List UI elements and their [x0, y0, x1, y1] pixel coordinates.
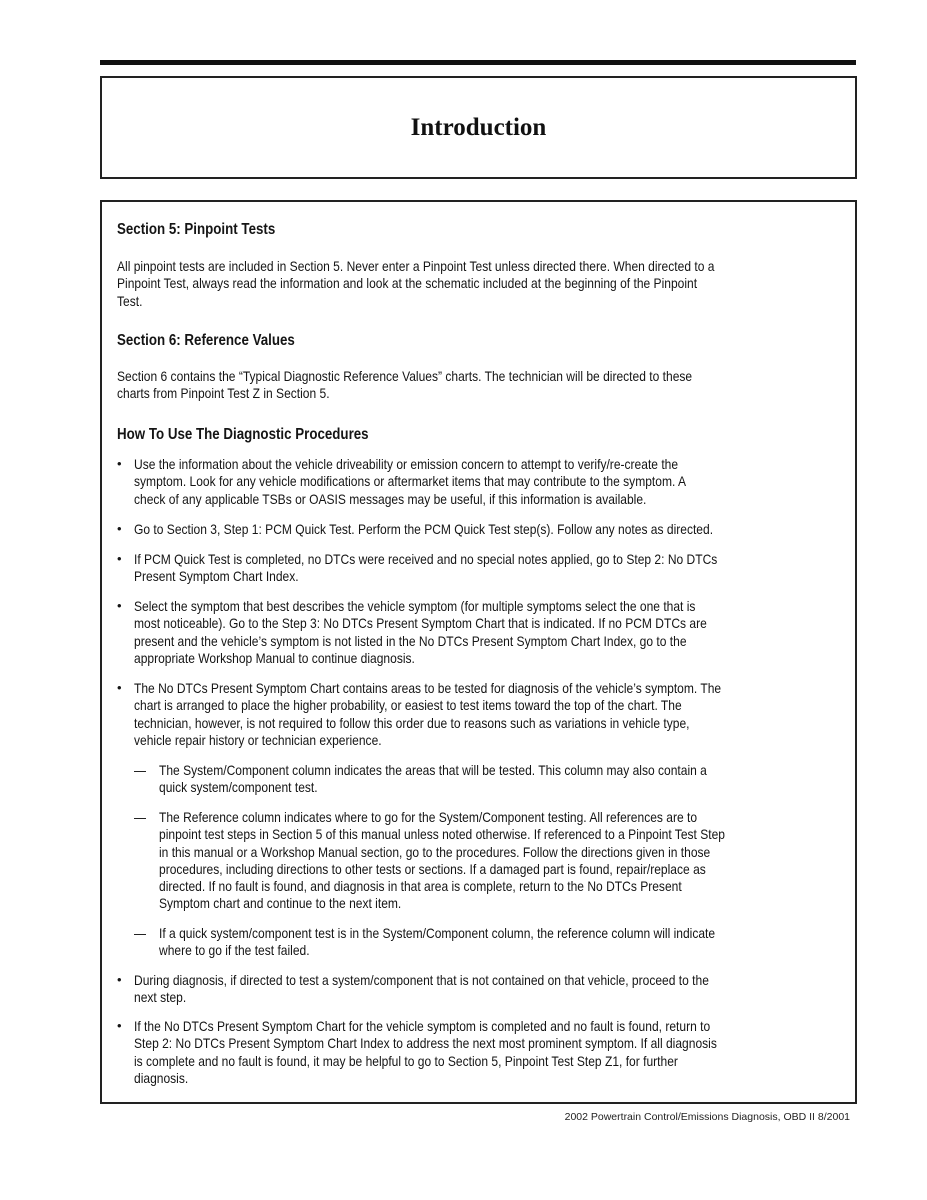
text-line: procedures, including directions to other tests or sections. If a damaged part is found, repair/replace as	[159, 860, 706, 877]
text-line: Test.	[117, 292, 143, 309]
text-line: diagnosis.	[134, 1069, 189, 1086]
text-line: check of any applicable TSBs or OASIS messages may be useful, if this information is available.	[134, 490, 647, 507]
text-line: Use the information about the vehicle driveability or emission concern to attempt to verify/re-create the	[134, 456, 679, 472]
section-5-paragraph	[117, 258, 714, 310]
text-line: next step.	[134, 989, 187, 1006]
text-line: Select the symptom that best describes the vehicle symptom (for multiple symptoms select the one that is	[134, 598, 696, 614]
text-line: present and the vehicle’s symptom is not listed in the No DTCs Present Symptom Chart Index, go to the	[134, 632, 687, 649]
title-box	[100, 76, 857, 179]
sub-item	[159, 809, 725, 913]
text-line: charts from Pinpoint Test Z in Section 5.	[117, 385, 330, 402]
text-line: Present Symptom Chart Index.	[134, 568, 299, 585]
text-line: symptom. Look for any vehicle modifications or aftermarket items that may contribute to the symptom. A	[134, 473, 687, 490]
how-to-use-heading: How To Use The Diagnostic Procedures	[117, 426, 369, 443]
bullet-item	[134, 972, 709, 1007]
bullet-icon: •	[117, 456, 122, 471]
bullet-icon: •	[117, 521, 122, 536]
text-line: All pinpoint tests are included in Section 5. Never enter a Pinpoint Test unless directed there. When directed to a	[117, 258, 715, 274]
text-line: appropriate Workshop Manual to continue diagnosis.	[134, 649, 415, 666]
text-line: The Reference column indicates where to go for the System/Component testing. All references are to	[159, 809, 698, 825]
text-line: If PCM Quick Test is completed, no DTCs were received and no special notes applied, go to Step 2: No DTCs	[134, 551, 718, 567]
text-line: most noticeable). Go to the Step 3: No DTCs Present Symptom Chart that is indicated. If no PCM DTCs are	[134, 615, 707, 632]
text-line: Pinpoint Test, always read the information and look at the schematic included at the beginning of the Pinpoint	[117, 275, 698, 292]
bullet-icon: •	[117, 1018, 122, 1033]
bullet-item	[134, 521, 713, 538]
text-line: Symptom chart and continue to the next item.	[159, 895, 402, 912]
dash-icon	[134, 771, 146, 772]
bullet-icon: •	[117, 680, 122, 695]
section-6-paragraph	[117, 368, 692, 403]
page-footer: 2002 Powertrain Control/Emissions Diagnosis, OBD II 8/2001	[564, 1111, 850, 1123]
sub-item	[159, 762, 707, 797]
text-line: quick system/component test.	[159, 779, 318, 796]
text-line: directed. If no fault is found, and diagnosis in that area is complete, return to the No DTCs Present	[159, 878, 682, 895]
bullet-icon: •	[117, 598, 122, 613]
text-line: If the No DTCs Present Symptom Chart for the vehicle symptom is completed and no fault is found, return to	[134, 1018, 711, 1034]
bullet-item	[134, 456, 686, 508]
section-5-heading: Section 5: Pinpoint Tests	[117, 221, 276, 238]
dash-icon	[134, 934, 146, 935]
text-line: pinpoint test steps in Section 5 of this manual unless noted otherwise. If referenced to a Pinpoint Test Step	[159, 826, 726, 843]
bullet-item	[134, 1018, 717, 1087]
text-line: Section 6 contains the “Typical Diagnostic Reference Values” charts. The technician will be directed to these	[117, 368, 693, 384]
text-line: is complete and no fault is found, it may be helpful to go to Section 5, Pinpoint Test Step Z1, for further	[134, 1052, 678, 1069]
bullet-item	[134, 598, 707, 667]
text-line: chart is arranged to place the higher probability, or easiest to test items toward the top of the chart. The	[134, 697, 682, 714]
text-line: Go to Section 3, Step 1: PCM Quick Test. Perform the PCM Quick Test step(s). Follow any notes as directed.	[134, 521, 714, 537]
bullet-icon: •	[117, 972, 122, 987]
bullet-icon: •	[117, 551, 122, 566]
bullet-item	[134, 551, 717, 586]
bullet-item	[134, 680, 721, 749]
text-line: If a quick system/component test is in the System/Component column, the reference column will indicate	[159, 925, 716, 941]
text-line: vehicle repair history or technician experience.	[134, 731, 382, 748]
section-6-heading: Section 6: Reference Values	[117, 332, 295, 349]
text-line: technician, however, is not required to follow this order due to reasons such as variations in vehicle type,	[134, 714, 690, 731]
sub-item	[159, 925, 715, 960]
top-rule	[100, 60, 856, 65]
page-title: Introduction	[410, 114, 547, 141]
text-line: in this manual or a Workshop Manual section, go to the procedures. Follow the directions given in those	[159, 843, 711, 860]
dash-icon	[134, 818, 146, 819]
text-line: The System/Component column indicates the areas that will be tested. This column may also contain a	[159, 762, 707, 778]
text-line: where to go if the test failed.	[159, 942, 310, 959]
text-line: Step 2: No DTCs Present Symptom Chart Index to address the next most prominent symptom. If all diagnosis	[134, 1035, 717, 1052]
text-line: The No DTCs Present Symptom Chart contains areas to be tested for diagnosis of the vehicle’s symptom. The	[134, 680, 722, 696]
text-line: During diagnosis, if directed to test a system/component that is not contained on that vehicle, proceed to the	[134, 972, 709, 988]
